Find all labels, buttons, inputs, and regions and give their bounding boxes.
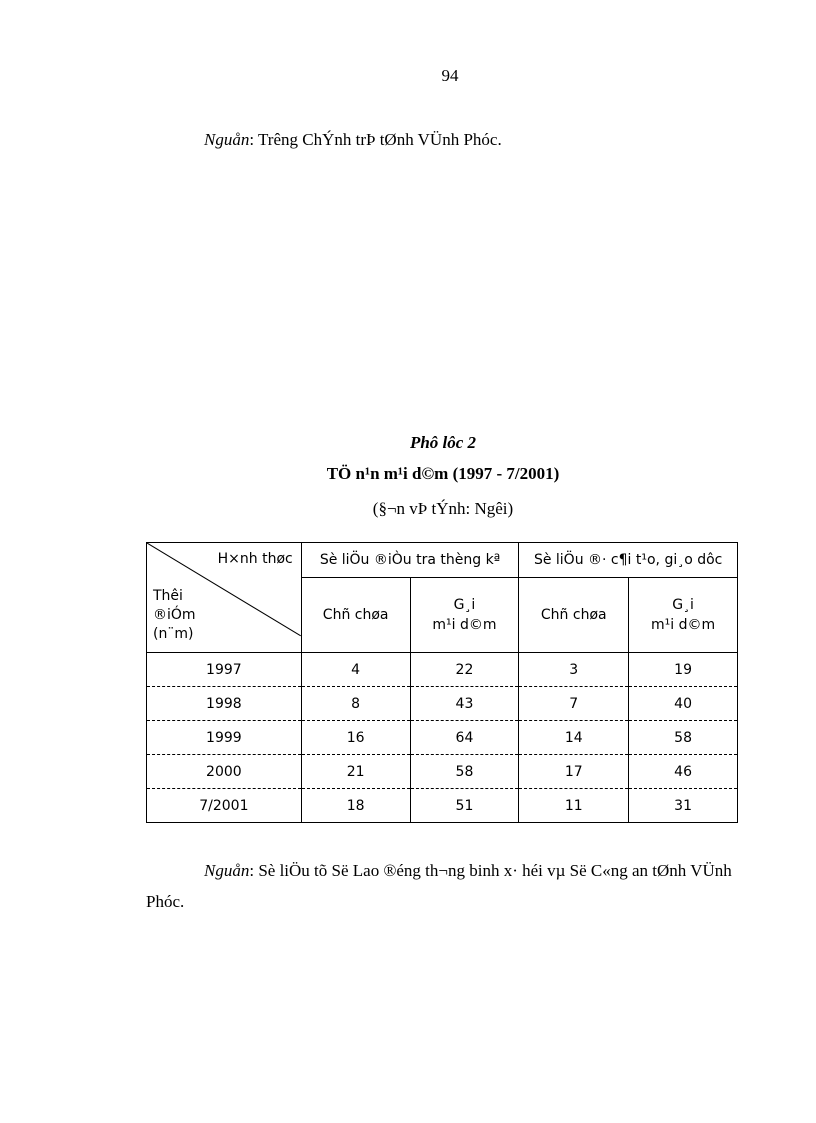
table-cell: 58 [410,755,519,789]
table-cell: 18 [301,789,410,823]
corner-col-line: (n¨m) [153,626,194,642]
source-text: : Sè liÖu tõ Së Lao ®éng th¬ng binh x· héi vµ Së C«ng an tØnh VÜnh Phóc. [146,861,732,911]
source-label: Nguån [204,861,250,880]
table-cell: 3 [519,653,629,687]
corner-col-label [153,587,196,644]
table-cell: 17 [519,755,629,789]
table-cell: 16 [301,721,410,755]
table-cell: 21 [301,755,410,789]
corner-col-line: Thêi [153,588,183,604]
appendix-title: Phô lôc 2 [409,433,477,452]
statistics-table [146,542,738,823]
table-cell: 7 [519,687,629,721]
group-header-reformed: Sè liÖu ®· c¶i t¹o, gi¸o dôc [519,543,738,578]
sub-header: Chñ chøa [519,578,629,653]
table-row [147,687,738,721]
table-cell: 11 [519,789,629,823]
table-row [147,721,738,755]
table-row [147,755,738,789]
table-cell: 51 [410,789,519,823]
corner-row-label: H×nh thøc [217,551,293,567]
table-cell: 58 [629,721,738,755]
source-text: : Trêng ChÝnh trÞ tØnh VÜnh Phóc. [249,130,502,149]
table-row [147,653,738,687]
table-title: TÖ n¹n m¹i d©m (1997 - 7/2001) [326,464,560,483]
table-corner-header [147,543,302,653]
sub-header: G¸i m¹i d©m [410,578,519,653]
table-cell: 1999 [147,721,302,755]
table-cell: 2000 [147,755,302,789]
corner-col-line: ®iÓm [153,607,196,623]
source-note-bottom [146,855,736,917]
table-row [147,789,738,823]
page-number: 94 [441,66,459,85]
table-cell: 22 [410,653,519,687]
source-label: Nguån [204,130,250,149]
source-note-top [204,130,502,150]
sub-header: G¸i m¹i d©m [629,578,738,653]
table-cell: 8 [301,687,410,721]
table-cell: 19 [629,653,738,687]
table-cell: 46 [629,755,738,789]
table-cell: 64 [410,721,519,755]
unit-note: (§¬n vÞ tÝnh: Ngêi) [372,499,514,518]
table-cell: 1997 [147,653,302,687]
table-cell: 4 [301,653,410,687]
group-header-survey: Sè liÖu ®iÒu tra thèng kª [301,543,519,578]
table-cell: 31 [629,789,738,823]
table-cell: 1998 [147,687,302,721]
sub-header: Chñ chøa [301,578,410,653]
table-cell: 40 [629,687,738,721]
table-cell: 7/2001 [147,789,302,823]
table-cell: 43 [410,687,519,721]
table-cell: 14 [519,721,629,755]
